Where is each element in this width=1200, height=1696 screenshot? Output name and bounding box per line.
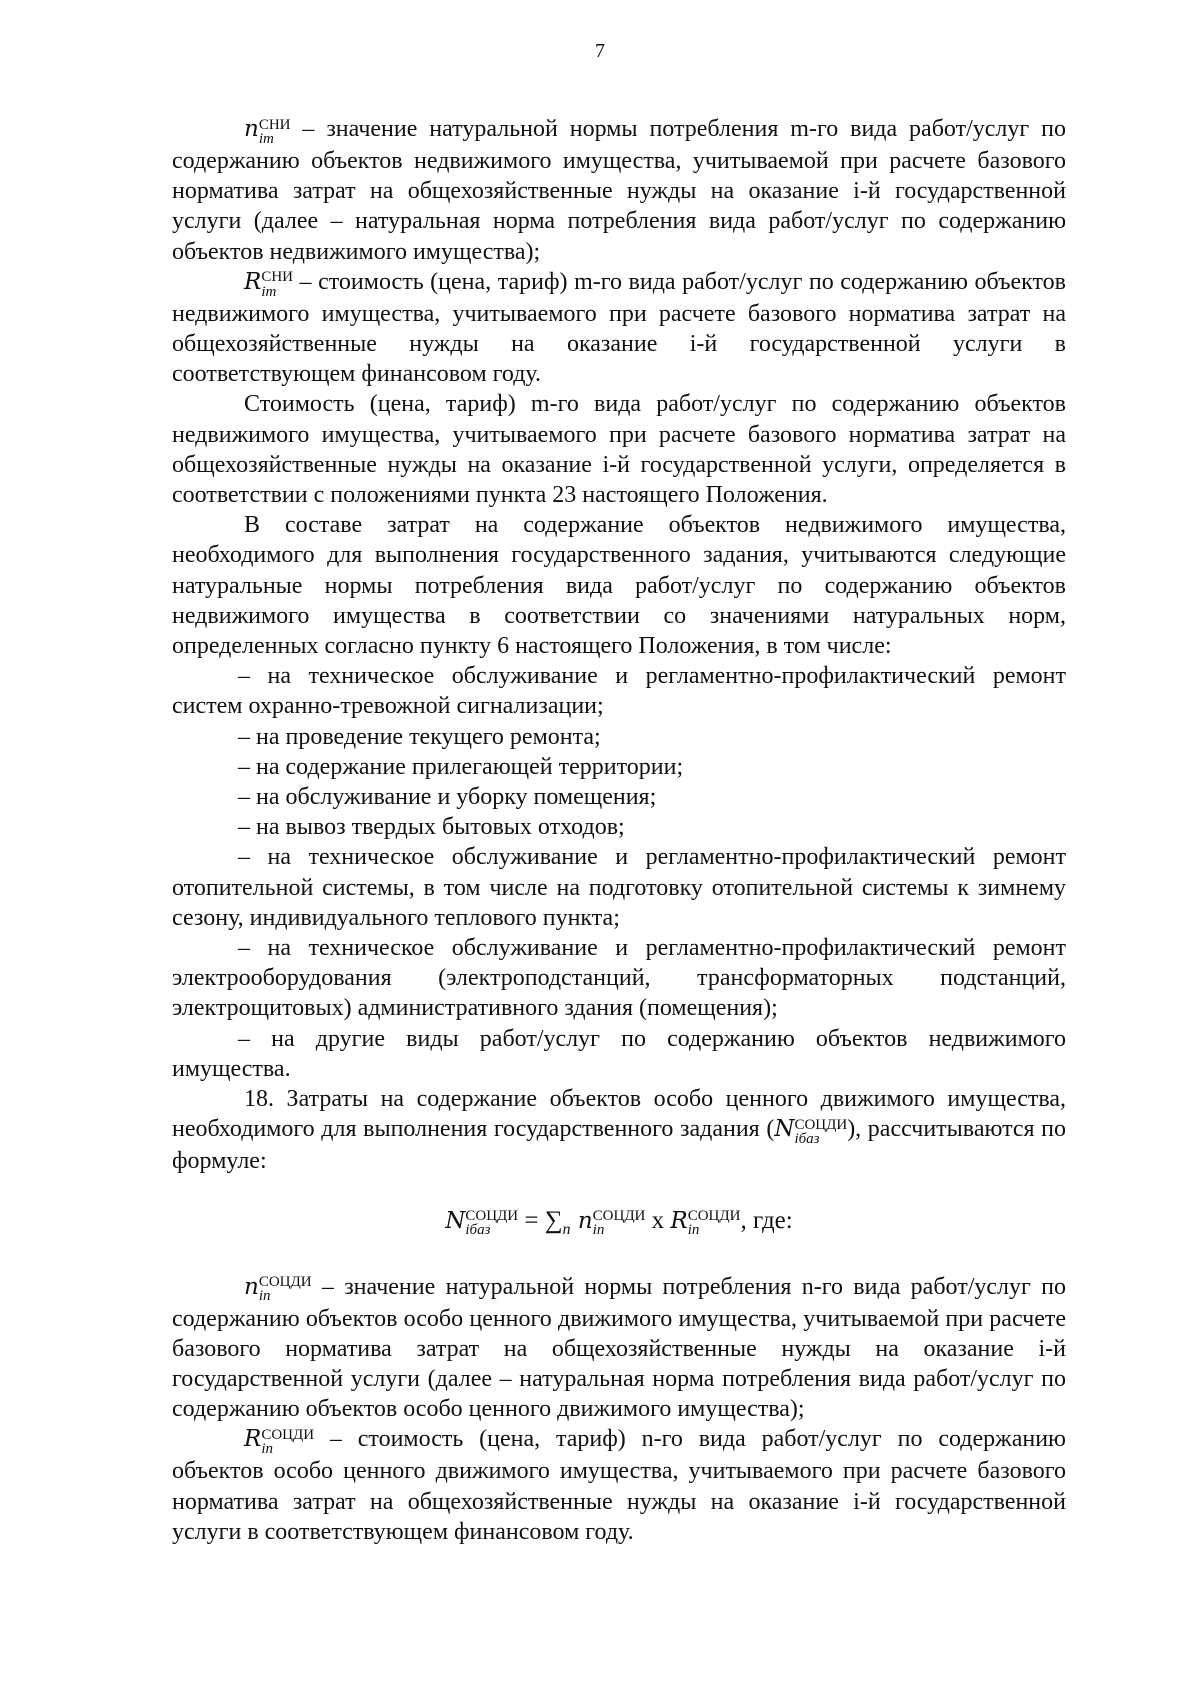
list-item: – на техническое обслуживание и регламентно-профилактический ремонт отопительной системы, в том числе на подготовку отопительной системы к зимнему сезону, индивидуального теплового пункта; xyxy=(172,844,1066,931)
definition-n-socdi: n СОЦДИ in – значение натуральной нормы потребления n-го вида работ/услуг по содержанию объектов особо ценного движимого имущества, учитываемой при расчете базового норматива затрат на общехозяйственные нужды на оказание i-й государственной услуги (далее – натуральная норма потребления вида работ/услуг по содержанию объектов особо ценного движимого имущества); xyxy=(172,1273,1066,1423)
point-18: 18. Затраты на содержание объектов особо ценного движимого имущества, необходимого для выполнения государственного задания (N СОЦДИ iбаз ), рассчитываются по формуле: xyxy=(172,1086,1067,1175)
list-item: – на содержание прилегающей территории; xyxy=(238,753,684,780)
definition-r-socdi: R СОЦДИ in – стоимость (цена, тариф) n-го вида работ/услуг по содержанию объектов особо ценного движимого имущества, учитываемого при расчете базового норматива затрат на общехозяйственные нужды на оказание i-й государственной услуги в соответствующем финансовом году. xyxy=(172,1426,1066,1545)
symbol-n: n xyxy=(244,116,259,142)
definition-text: – стоимость (цена, тариф) m-го вида работ/услуг по содержанию объектов недвижимого имущества, учитываемого при расчете базового норматива затрат на общехозяйственные нужды на оказание i-й государственной услуги в соответствующем финансовом году. xyxy=(172,268,1066,388)
symbol-r: R xyxy=(244,268,262,295)
definition-r-sni xyxy=(172,267,1066,390)
symbol-indices: СНИ im xyxy=(258,116,291,147)
list-item: – на другие виды работ/услуг по содержанию объектов недвижимого имущества. xyxy=(172,1025,1066,1082)
list-item: – на техническое обслуживание и регламентно-профилактический ремонт систем охранно-тревожной сигнализации; xyxy=(172,663,1066,720)
definition-text: – значение натуральной нормы потребления m-го вида работ/услуг по содержанию объектов недвижимого имущества, учитываемой при расчете базового норматива затрат на общехозяйственные нужды на оказание i-й государственной услуги (далее – натуральная норма потребления вида работ/услуг по содержанию объектов недвижимого имущества); xyxy=(172,116,1066,265)
list-item: – на обслуживание и уборку помещения; xyxy=(238,784,657,811)
list-item: – на техническое обслуживание и регламентно-профилактический ремонт электрооборудования (электроподстанций, трансформаторных подстанций, электрощитовых) административного здания (помещения); xyxy=(172,935,1066,1022)
symbol-n-cap: N xyxy=(774,1116,795,1143)
formula: N СОЦДИ iбаз = $\sum_n$ n СОЦДИ in x R СОЦДИ in , где: xyxy=(445,1206,793,1239)
list-item: – на вывоз твердых бытовых отходов; xyxy=(238,814,625,841)
list-item: – на проведение текущего ремонта; xyxy=(238,723,601,750)
symbol-indices: СНИ im xyxy=(261,269,293,300)
document-body xyxy=(172,114,1066,1547)
symbol-indices: СОЦДИ iбаз xyxy=(794,1116,848,1148)
paragraph-cost: Стоимость (цена, тариф) m-го вида работ/услуг по содержанию объектов недвижимого имущества, учитываемого при расчете базового норматива затрат на общехозяйственные нужды на оказание i-й государственной услуги, определяется в соответствии с положениями пункта 23 настоящего Положения. xyxy=(172,391,1066,509)
definition-n-sni xyxy=(172,114,1066,267)
page-number: 7 xyxy=(595,40,605,62)
paragraph-composition: В составе затрат на содержание объектов недвижимого имущества, необходимого для выполнения государственного задания, учитываются следующие натуральные нормы потребления вида работ/услуг по содержанию объектов недвижимого имущества в соответствии со значениями натуральных норм, определенных согласно пункту 6 настоящего Положения, в том числе: xyxy=(172,512,1066,660)
